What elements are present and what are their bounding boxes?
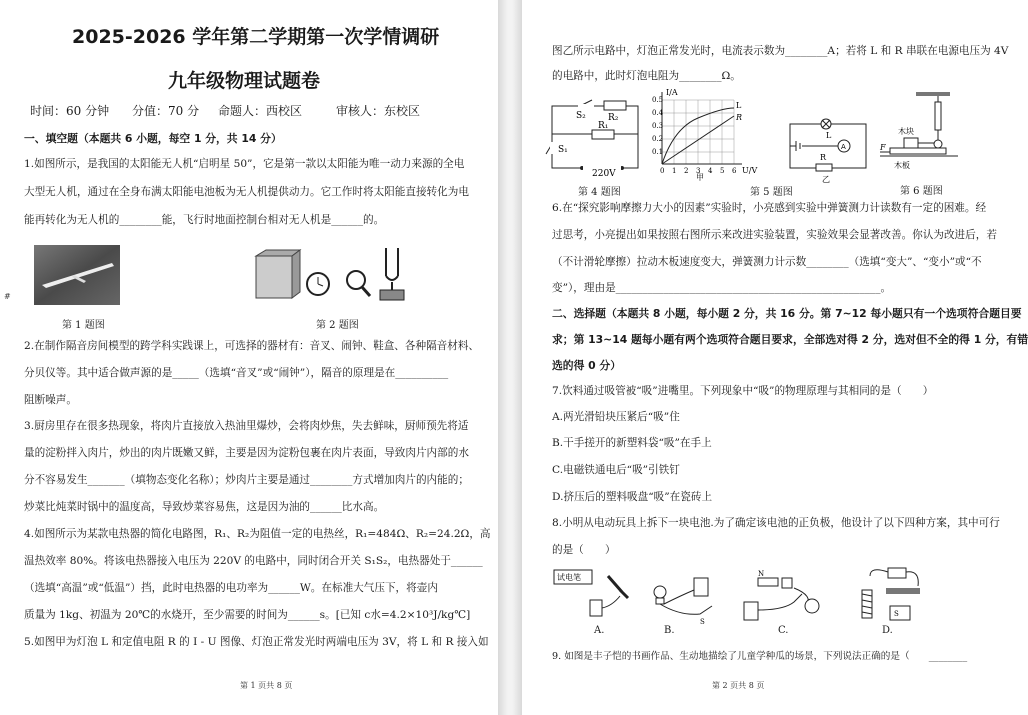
q5-line: 5.如图甲为灯泡 L 和定值电阻 R 的 I - U 图像、灯泡正常发光时两端电压为 3V，将 L 和 R 接入如 (24, 636, 489, 648)
curve-l-label: L (736, 101, 742, 110)
y-tick: 0.3 (652, 122, 664, 130)
q6-line: 过思考，小亮提出如果按照右图所示来改进实验装置，实验效果会显著改善。你认为改进后，若 (552, 229, 997, 241)
q1-line: 能再转化为无人机的________能，飞行时地面控制台相对无人机是______的。 (24, 214, 385, 226)
q3-line: 量的淀粉拌入肉片，炒出的肉片既嫩又鲜，主要是因为淀粉包裹在肉片表面，导致肉片内部的水 (24, 447, 469, 459)
page-gutter (498, 0, 522, 715)
q7-option: B.干手搓开的新塑料袋“吸”在手上 (552, 437, 712, 449)
figure-6-caption: 第 6 题图 (900, 186, 943, 197)
figure-5-circuit (784, 108, 874, 184)
line-r-label: R (736, 113, 743, 122)
block-label: 木块 (898, 127, 914, 136)
q8-figure-c (734, 566, 830, 626)
exam-title: 2025-2026 学年第二学期第一次学情调研 (72, 26, 440, 48)
figure-5-caption: 第 5 题图 (750, 187, 793, 198)
svg-text:S: S (700, 618, 705, 626)
force-label: F (880, 143, 886, 152)
q2-line: 2.在制作隔音房间模型的跨学科实践课上，可选择的器材有：音叉、闹钟、鞋盒、各种隔音材料、 (24, 340, 480, 352)
q8-option-label: A. (594, 625, 605, 636)
q6-line: （不计滑轮摩擦）拉动木板速度变大，弹簧测力计示数________（选填“变大”、“变小”或“不 (552, 256, 982, 268)
q7-option: D.挤压后的塑料吸盘“吸”在瓷砖上 (552, 491, 713, 503)
q8-figure-b (640, 566, 730, 626)
q1-line: 大型无人机，通过在全身布满太阳能电池板为无人机提供动力。它工作时将太阳能直接转化为电 (24, 186, 469, 198)
s1-label: S₁ (558, 145, 568, 155)
test-pen-label: 试电笔 (557, 573, 581, 582)
exam-subtitle: 九年级物理试题卷 (168, 70, 321, 92)
q1-line: 1.如图所示，是我国的太阳能无人机“启明星 50”，它是第一款以太阳能为唯一动力来源的全电 (24, 158, 465, 170)
q8-option-label: D. (882, 625, 893, 636)
x-tick: 1 (672, 167, 677, 175)
q4-line: 4.如图所示为某款电热器的简化电路图，R₁、R₂为阻值一定的电热丝，R₁=484Ω、R₂=24.2Ω，高 (24, 528, 491, 540)
q4-line: 温热效率 80%。将该电热器接入电压为 220V 的电路中，同时闭合开关 S₁S₂，电热器处于______ (24, 555, 483, 567)
voltage-label: 220V (592, 169, 616, 179)
board-label: 木板 (894, 161, 910, 170)
q3-line: 分不容易发生_______（填物态变化名称）；炒肉片主要是通过________方式增加肉片的内能的； (24, 474, 469, 486)
section-choice-heading: 选的得 0 分） (552, 359, 622, 372)
graph-jia-label: 甲 (696, 173, 704, 182)
r2-label: R₂ (608, 113, 619, 123)
q8-line: 8.小明从电动玩具上拆下一块电池.为了确定该电池的正负极，他设计了以下四种方案，其中可行 (552, 517, 1000, 529)
figure-2-caption: 第 2 题图 (316, 320, 359, 331)
s2-label: S₂ (576, 111, 586, 121)
q6-line: 变”），理由是__________________________________________________。 (552, 282, 892, 294)
y-tick: 0.4 (652, 109, 664, 117)
q5-line: 图乙所示电路中，灯泡正常发光时，电流表示数为________A；若将 L 和 R 串联在电源电压为 4V (552, 45, 1009, 57)
x-tick: 4 (708, 167, 713, 175)
y-tick: 0.5 (652, 96, 664, 104)
q3-line: 炒菜比炖菜时锅中的温度高，导致炒菜容易焦，这是因为油的______比水高。 (24, 501, 385, 513)
section-choice-heading: 求；第 13~14 题每小题有两个选项符合题目要求，全部选对得 2 分，选对但不全的得 1 分，有错 (552, 333, 1028, 346)
x-tick: 5 (720, 167, 725, 175)
q7-option: C.电磁铁通电后“吸”引铁钉 (552, 464, 680, 476)
x-tick: 0 (660, 167, 665, 175)
q6-line: 6.在“探究影响摩擦力大小的因素”实验时，小亮感到实验中弹簧测力计读数有一定的困难。经 (552, 202, 987, 214)
y-axis-label: I/A (666, 88, 678, 97)
figure-1-caption: 第 1 题图 (62, 320, 105, 331)
page-1-footer: 第 1 页共 8 页 (240, 681, 293, 690)
magnet-s-label: S (894, 610, 899, 618)
q8-line: 的是（ ） (552, 544, 616, 556)
right-page (522, 0, 1028, 715)
margin-mark: # (4, 292, 11, 301)
figure-4-circuit (546, 96, 646, 178)
svg-text:A: A (841, 143, 846, 151)
figure-6-friction-setup (880, 92, 970, 178)
section-choice-heading: 二、选择题（本题共 8 小题，每小题 2 分，共 16 分。第 7~12 每小题只有一个选项符合题目要 (552, 307, 1022, 320)
r1-label: R₁ (598, 121, 609, 131)
q8-option-label: C. (778, 625, 789, 636)
q8-figure-a (550, 566, 640, 626)
svg-text:R: R (820, 153, 827, 162)
q4-line: （选填“高温”或“低温”）挡，此时电热器的电功率为______W。在标准大气压下，将壶内 (24, 582, 438, 594)
q2-line: 分贝仪等。其中适合做声源的是_____（选填“音叉”或“闹钟”），隔音的原理是在__________ (24, 367, 449, 379)
y-tick: 0.2 (652, 135, 664, 143)
sound-instruments-figure (252, 246, 422, 304)
q4-line: 质量为 1kg、初温为 20℃的水烧开，至少需要的时间为______s。[已知 c水=4.2×10³J/kg℃] (24, 609, 471, 621)
section-fill-blank-heading: 一、填空题（本题共 6 小题，每空 1 分，共 14 分） (24, 132, 282, 145)
q8-option-label: B. (664, 625, 675, 636)
exam-author: 命题人：西校区 (218, 104, 303, 118)
q3-line: 3.厨房里存在很多热现象，将肉片直接放入热油里爆炒，会将肉炒焦，失去鲜味，厨师预先将适 (24, 420, 469, 432)
exam-reviewer: 审核人：东校区 (336, 104, 421, 118)
q7-option: A.两光滑铅块压紧后“吸”住 (552, 411, 680, 423)
q8-figure-d (840, 566, 940, 626)
figure-5-iu-graph (652, 88, 772, 180)
magnet-n-label: N (758, 570, 765, 578)
y-tick: 0.1 (652, 148, 664, 156)
x-tick: 3 (696, 167, 701, 175)
exam-score: 分值：70 分 (132, 104, 200, 118)
q7-stem: 7.饮料通过吸管被“吸”进嘴里。下列现象中“吸”的物理原理与其相同的是（ ） (552, 385, 934, 397)
page-2-footer: 第 2 页共 8 页 (712, 681, 765, 690)
exam-time: 时间：60 分钟 (30, 104, 110, 118)
x-tick: 6 (732, 167, 737, 175)
x-tick: 2 (684, 167, 689, 175)
circuit-yi-label: 乙 (822, 175, 830, 184)
svg-text:L: L (826, 131, 832, 140)
left-page (0, 0, 498, 715)
q9-line: 9. 如图是丰子恺的书画作品、生动地描绘了儿童学种瓜的场景，下列说法正确的是（ ________ (552, 651, 968, 662)
q5-line: 的电路中，此时灯泡电阻为________Ω。 (552, 70, 741, 82)
q2-line: 阻断噪声。 (24, 394, 77, 406)
solar-aircraft-photo (34, 245, 120, 305)
x-axis-label: U/V (742, 166, 758, 175)
figure-4-caption: 第 4 题图 (578, 187, 621, 198)
